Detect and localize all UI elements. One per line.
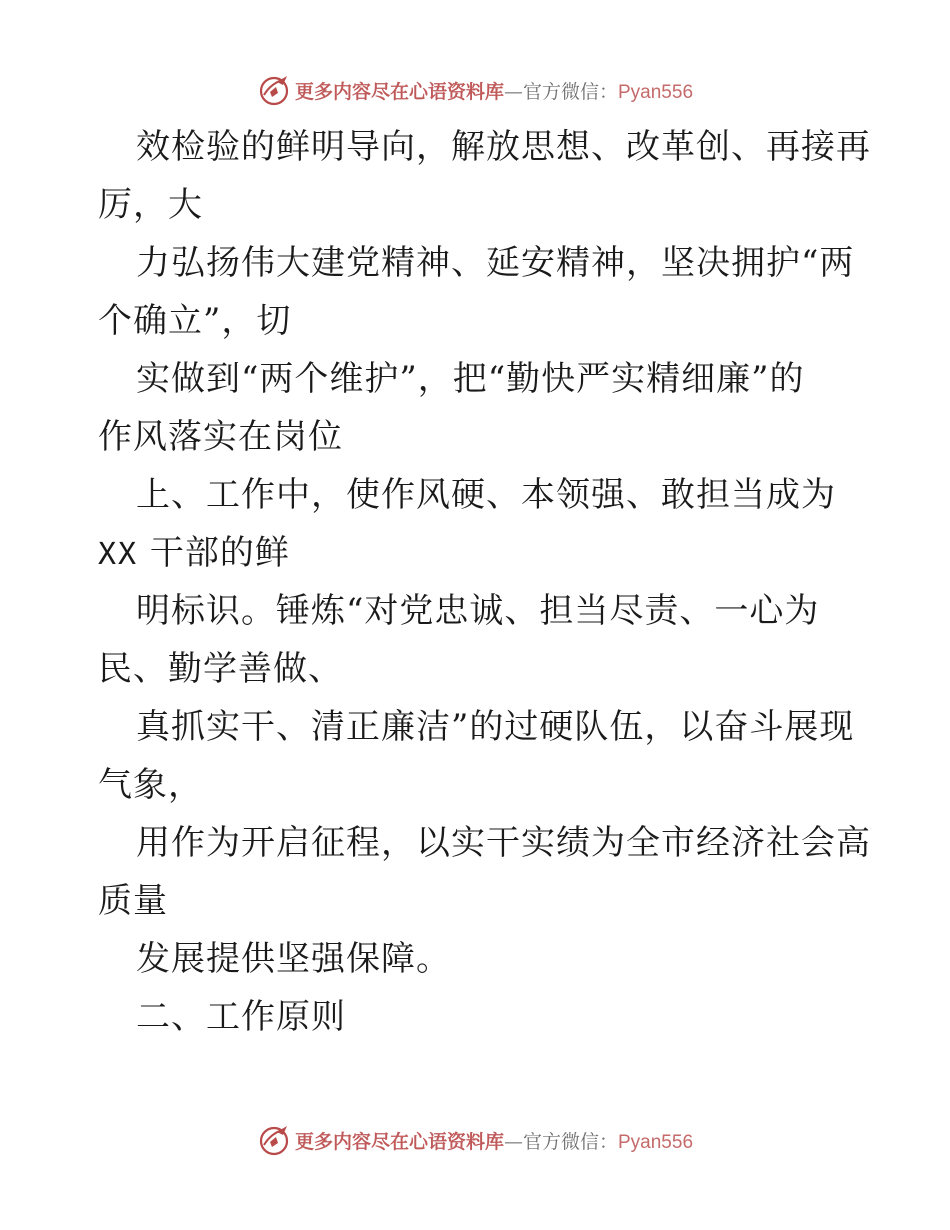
text-line: 厉，大: [98, 185, 203, 225]
document-body: [98, 118, 878, 1046]
text-line: 质量: [98, 881, 168, 921]
text-line: 实做到“两个维护”，把“勤快严实精细廉”的: [136, 359, 805, 399]
text-line-prefix: XX: [98, 537, 139, 572]
header-wechat-id: Pyan556: [618, 81, 694, 103]
header-site-text: 更多内容尽在心语资料库: [294, 80, 504, 103]
text-line: 作风落实在岗位: [98, 417, 343, 457]
text-line: 上、工作中，使作风硬、本领强、敢担当成为: [136, 475, 836, 515]
text-line: 民、勤学善做、: [98, 649, 343, 689]
footer-wechat-label: 官方微信：: [522, 1130, 618, 1153]
pen-logo-icon: [257, 73, 291, 107]
footer-banner: [0, 1120, 950, 1160]
text-line: 真抓实干、清正廉洁”的过硬队伍，以奋斗展现: [136, 707, 855, 747]
footer-dash: —: [503, 1130, 523, 1153]
text-line: 明标识。锤炼“对党忠诚、担当尽责、一心为: [136, 591, 820, 631]
footer-site-text: 更多内容尽在心语资料库: [294, 1130, 504, 1153]
header-dash: —: [503, 80, 523, 103]
text-line: [98, 524, 878, 582]
text-line: 气象，: [98, 765, 203, 805]
header-wechat-label: 官方微信：: [522, 80, 618, 103]
pen-logo-icon: [257, 1123, 291, 1157]
text-line-rest: 干部的鲜: [138, 533, 290, 573]
text-line: 力弘扬伟大建党精神、延安精神，坚决拥护“两: [136, 243, 855, 283]
footer-wechat-id: Pyan556: [618, 1131, 694, 1153]
text-line: 用作为开启征程，以实干实绩为全市经济社会高: [136, 823, 871, 863]
footer-banner-text: [295, 1127, 693, 1154]
header-banner: [0, 70, 950, 110]
section-heading: 二、工作原则: [136, 997, 346, 1037]
text-line: 发展提供坚强保障。: [136, 939, 451, 979]
text-line: 效检验的鲜明导向，解放思想、改革创、再接再: [136, 127, 871, 167]
header-banner-text: [295, 77, 693, 104]
text-line: 个确立”，切: [98, 301, 292, 341]
